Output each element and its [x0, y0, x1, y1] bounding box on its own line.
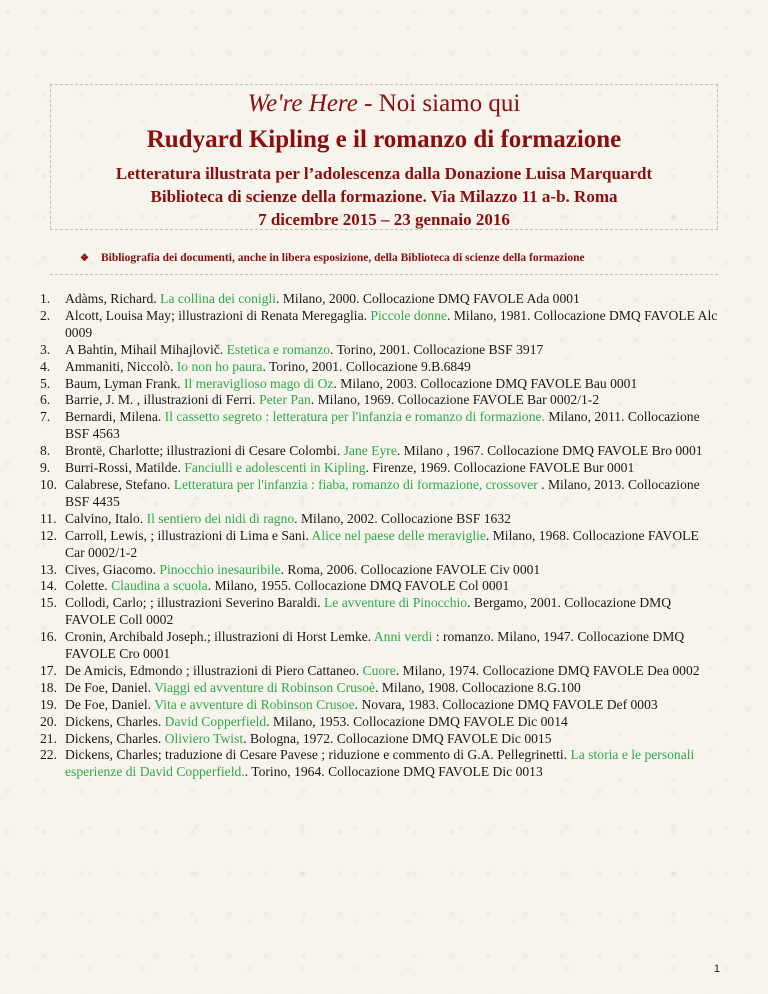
entry-details: Milano, 2011. Collocazione BSF 4563: [65, 409, 700, 442]
bibliography-list: [40, 291, 718, 781]
entry-number: 15.: [40, 595, 57, 611]
entry-details: . Milano, 2003. Collocazione DMQ FAVOLE Bau 0001: [333, 375, 638, 391]
bibliography-entry: [40, 562, 718, 579]
entry-number: 14.: [40, 578, 57, 594]
entry-title: Fanciulli e adolescenti in Kipling: [184, 460, 366, 476]
bibliography-entry: [40, 511, 718, 528]
entry-number: 11.: [40, 510, 57, 526]
entry-title: Il sentiero dei nidi di ragno: [146, 510, 295, 526]
entry-details: . Torino, 2001. Collocazione 9.B.6849: [262, 358, 471, 374]
bibliography-entry: [40, 460, 718, 477]
entry-author: Calabrese, Stefano.: [65, 476, 174, 492]
entry-author: Cives, Giacomo.: [65, 561, 160, 577]
entry-details: . Milano , 1967. Collocazione DMQ FAVOLE Bro 0001: [396, 443, 703, 459]
document-header: [50, 88, 718, 231]
subtitle-dates: 7 dicembre 2015 – 23 gennaio 2016: [258, 210, 510, 229]
entry-number: 10.: [40, 476, 57, 492]
bibliography-entry: [40, 409, 718, 443]
entry-author: Baum, Lyman Frank.: [65, 375, 184, 391]
entry-author: Barrie, J. M. , illustrazioni di Ferri.: [65, 392, 260, 408]
entry-number: 4.: [40, 358, 51, 374]
bibliography-entry: [40, 443, 718, 460]
entry-title: Peter Pan: [259, 392, 311, 408]
entry-number: 16.: [40, 629, 57, 645]
entry-details: . Milano, 2013. Collocazione BSF 4435: [65, 476, 700, 509]
entry-details: . Milano, 1953. Collocazione DMQ FAVOLE Dic 0014: [266, 713, 568, 729]
bibliography-entry: [40, 680, 718, 697]
main-subtitle: Rudyard Kipling e il romanzo di formazione: [146, 126, 622, 153]
entry-title: Viaggi ed avventure di Robinson Crusoè: [154, 679, 376, 695]
entry-title: Il meraviglioso mago di Oz: [183, 375, 334, 391]
entry-author: Dickens, Charles.: [65, 713, 165, 729]
entry-details: . Milano, 1974. Collocazione DMQ FAVOLE Dea 0002: [395, 662, 700, 678]
entry-title: Io non ho paura: [176, 358, 263, 374]
entry-author: De Foe, Daniel.: [65, 696, 155, 712]
entry-number: 7.: [40, 409, 51, 425]
entry-author: A Bahtin, Mihail Mihajlovič.: [65, 341, 227, 357]
entry-title: Letteratura per l'infanzia : fiaba, romanzo di formazione, crossover: [173, 476, 538, 492]
entry-number: 6.: [40, 392, 51, 408]
bibliography-entry: [40, 578, 718, 595]
entry-number: 2.: [40, 307, 51, 323]
entry-details: . Roma, 2006. Collocazione FAVOLE Civ 0001: [280, 561, 541, 577]
entry-title: Piccole donne: [370, 307, 448, 323]
entry-details: . Torino, 2001. Collocazione BSF 3917: [330, 341, 544, 357]
bibliography-entry: [40, 595, 718, 629]
entry-number: 8.: [40, 443, 51, 459]
entry-author: De Amicis, Edmondo ; illustrazioni di Piero Cattaneo.: [65, 662, 363, 678]
entry-title: Anni verdi: [373, 629, 433, 645]
main-title-english: We're Here: [247, 90, 358, 117]
entry-details: . Milano, 1908. Collocazione 8.G.100: [375, 679, 581, 695]
heading-underline: [50, 274, 718, 275]
entry-author: Dickens, Charles.: [65, 730, 165, 746]
entry-title: La storia e le personali esperienze di David Copperfield.: [65, 747, 695, 780]
entry-author: Dickens, Charles; traduzione di Cesare Pavese ; riduzione e commento di G.A. Pellegrinetti.: [65, 747, 571, 763]
entry-title: La collina dei conigli: [160, 291, 277, 306]
entry-title: Vita e avventure di Robinson Crusoe: [154, 696, 355, 712]
bibliography-entry: [40, 528, 718, 562]
bibliography-entry: [40, 747, 718, 781]
entry-details: . Firenze, 1969. Collocazione FAVOLE Bur 0001: [365, 460, 635, 476]
entry-details: . Milano, 1968. Collocazione FAVOLE Car 0002/1-2: [65, 527, 699, 560]
entry-details: . Milano, 1969. Collocazione FAVOLE Bar 0002/1-2: [310, 392, 600, 408]
entry-number: 21.: [40, 730, 57, 746]
bibliography-entry: [40, 308, 718, 342]
entry-title: Il cassetto segreto : letteratura per l'infanzia e romanzo di formazione.: [164, 409, 545, 425]
bibliography-entry: [40, 291, 718, 308]
entry-number: 22.: [40, 747, 57, 763]
entry-title: Le avventure di Pinocchio: [324, 595, 468, 611]
diamond-bullet-icon: ❖: [80, 253, 89, 264]
entry-author: Burri-Rossi, Matilde.: [65, 460, 185, 476]
frame-top-border: [50, 84, 718, 85]
bibliography-heading-text: Bibliografia dei documenti, anche in libera esposizione, della Biblioteca di scienze della formazione: [100, 252, 585, 264]
bibliography-entry: [40, 342, 718, 359]
bibliography-entry: [40, 629, 718, 663]
entry-details: . Milano, 1981. Collocazione DMQ FAVOLE Alc 0009: [65, 307, 718, 340]
entry-details: . Bologna, 1972. Collocazione DMQ FAVOLE Dic 0015: [243, 730, 552, 746]
entry-details: . Torino, 1964. Collocazione DMQ FAVOLE Dic 0013: [244, 764, 543, 780]
subtitle-collection: Letteratura illustrata per l’adolescenza dalla Donazione Luisa Marquardt: [115, 164, 653, 183]
entry-author: Collodi, Carlo; ; illustrazioni Severino Baraldi.: [65, 595, 324, 611]
bibliography-entry: [40, 392, 718, 409]
bibliography-entry: [40, 714, 718, 731]
entry-number: 19.: [40, 696, 57, 712]
bibliography-entry: [40, 731, 718, 748]
entry-author: De Foe, Daniel.: [65, 679, 155, 695]
entry-number: 9.: [40, 460, 51, 476]
entry-author: Brontë, Charlotte; illustrazioni di Cesare Colombi.: [65, 443, 344, 459]
entry-number: 17.: [40, 662, 57, 678]
bibliography-entry: [40, 697, 718, 714]
entry-title: Estetica e romanzo: [226, 341, 331, 357]
entry-title: Pinocchio inesauribile: [159, 561, 281, 577]
main-title-italian: - Noi siamo qui: [357, 90, 521, 117]
entry-title: Alice nel paese delle meraviglie: [311, 527, 486, 543]
entry-number: 1.: [40, 291, 51, 306]
entry-number: 3.: [40, 341, 51, 357]
bibliography-entry: [40, 477, 718, 511]
entry-author: Ammaniti, Niccolò.: [65, 358, 177, 374]
entry-title: Jane Eyre: [343, 443, 397, 459]
entry-title: Oliviero Twist: [164, 730, 244, 746]
page-number: 1: [713, 963, 720, 975]
entry-details: . Milano, 1955. Collocazione DMQ FAVOLE Col 0001: [207, 578, 510, 594]
entry-number: 13.: [40, 561, 57, 577]
bibliography-entry: [40, 663, 718, 680]
entry-details: . Milano, 2002. Collocazione BSF 1632: [294, 510, 511, 526]
entry-number: 18.: [40, 679, 57, 695]
entry-title: David Copperfield: [164, 713, 267, 729]
entry-author: Bernardi, Milena.: [65, 409, 165, 425]
entry-details: . Milano, 2000. Collocazione DMQ FAVOLE Ada 0001: [276, 291, 580, 306]
entry-title: Claudina a scuola: [111, 578, 208, 594]
entry-number: 12.: [40, 527, 57, 543]
entry-details: . Novara, 1983. Collocazione DMQ FAVOLE Def 0003: [354, 696, 658, 712]
entry-details: : romanzo. Milano, 1947. Collocazione DMQ FAVOLE Cro 0001: [65, 629, 685, 662]
entry-title: Cuore: [362, 662, 396, 678]
entry-author: Colette.: [65, 578, 112, 594]
entry-details: . Bergamo, 2001. Collocazione DMQ FAVOLE Coll 0002: [65, 595, 672, 628]
bibliography-entry: [40, 376, 718, 393]
entry-author: Adàms, Richard.: [65, 291, 161, 306]
entry-author: Calvino, Italo.: [65, 510, 147, 526]
entry-author: Alcott, Louisa May; illustrazioni di Renata Meregaglia.: [65, 307, 371, 323]
main-title: [50, 88, 718, 120]
subtitle-library: Biblioteca di scienze della formazione. Via Milazzo 11 a-b. Roma: [150, 187, 618, 206]
bibliography-heading: [80, 252, 738, 264]
entry-author: Cronin, Archibald Joseph.; illustrazioni di Horst Lemke.: [65, 629, 374, 645]
entry-number: 20.: [40, 713, 57, 729]
entry-author: Carroll, Lewis, ; illustrazioni di Lima e Sani.: [65, 527, 312, 543]
entry-number: 5.: [40, 375, 51, 391]
bibliography-entry: [40, 359, 718, 376]
